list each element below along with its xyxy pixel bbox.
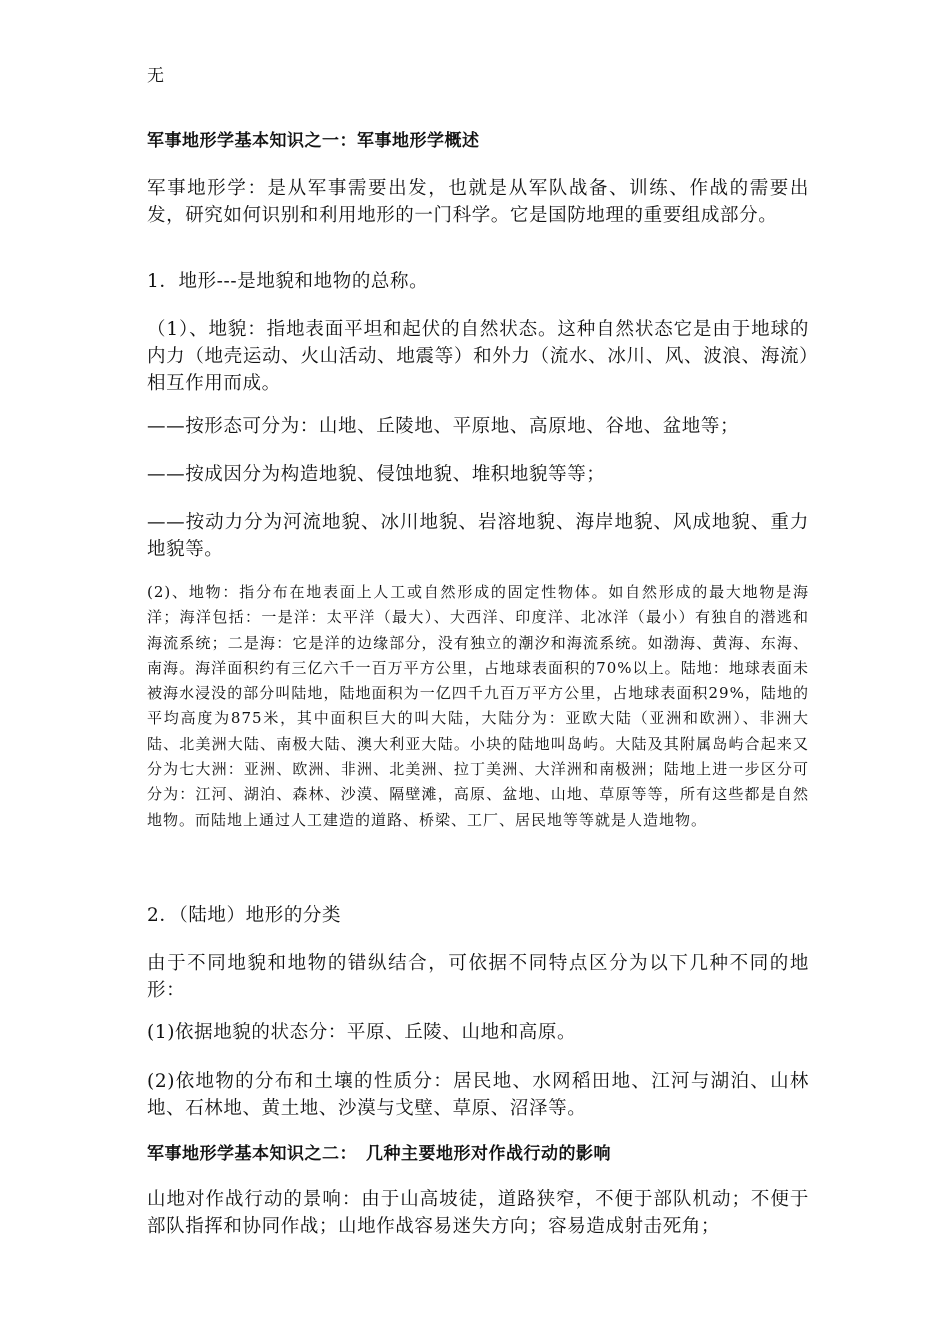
section-heading-2: 军事地形学基本知识之二： 几种主要地形对作战行动的影响 <box>147 1144 611 1164</box>
paragraph-classification-1: (1)依据地貌的状态分：平原、丘陵、山地和高原。 <box>147 1022 577 1043</box>
paragraph-classification-2: (2)依地物的分布和土壤的性质分：居民地、水网稻田地、江河与湖泊、山林地、石林地、黄土地、沙漠与戈壁、草原、沼泽等。 <box>147 1071 809 1119</box>
paragraph-landform-definition: （1）、地貌：指地表面平坦和起伏的自然状态。这种自然状态它是由于地球的内力（地壳运动、火山活动、地震等）和外力（流水、冰川、风、波浪、海流）相互作用而成。 <box>147 319 809 394</box>
paragraph-by-force: ——按动力分为河流地貌、冰川地貌、岩溶地貌、海岸地貌、风成地貌、重力地貌等。 <box>147 512 809 560</box>
item-2-title: 2．（陆地）地形的分类 <box>147 905 342 926</box>
paragraph-by-shape: ——按形态可分为：山地、丘陵地、平原地、高原地、谷地、盆地等； <box>147 416 740 437</box>
paragraph-mountain-effects: 山地对作战行动的景响：由于山高坡徒，道路狭窄，不便于部队机动；不便于部队指挥和协同作战；山地作战容易迷失方向；容易造成射击死角； <box>147 1189 809 1237</box>
paragraph-by-cause: ——按成因分为构造地貌、侵蚀地貌、堆积地貌等等； <box>147 464 606 485</box>
section-heading-1: 军事地形学基本知识之一：军事地形学概述 <box>147 131 480 151</box>
paragraph-features-definition: (2)、地物：指分布在地表面上人工或自然形成的固定性物体。如自然形成的最大地物是海洋；海洋包括：一是洋：太平洋（最大）、大西洋、印度洋、北冰洋（最小）有独自的潜逃和海流系统；二是海：它是洋的边缘部分，没有独立的潮汐和海流系统。如渤海、黄海、东海、南海。海洋面积约有三亿六千一百万平方公里，占地球表面积的70%以上。陆地：地球表面未被海水浸没的部分叫陆地，陆地面积为一亿四千九百万平方公里，占地球表面积29%，陆地的平均高度为875米，其中面积巨大的叫大陆，大陆分为：亚欧大陆（亚洲和欧洲）、非洲大陆、北美洲大陆、南极大陆、澳大利亚大陆。小块的陆地叫岛屿。大陆及其附属岛屿合起来又分为七大洲：亚洲、欧洲、非洲、北美洲、拉丁美洲、大洋洲和南极洲；陆地上进一步区分可分为：江河、湖泊、森林、沙漠、隔壁滩，高原、盆地、山地、草原等等，所有这些都是自然地物。而陆地上通过人工建造的道路、桥梁、工厂、居民地等等就是人造地物。 <box>147 583 809 829</box>
paragraph-intro: 军事地形学：是从军事需要出发，也就是从军队战备、训练、作战的需要出发，研究如何识别和利用地形的一门科学。它是国防地理的重要组成部分。 <box>147 178 809 226</box>
item-1-title: 1．地形---是地貌和地物的总称。 <box>147 271 429 292</box>
page-header-label: 无 <box>147 66 164 86</box>
paragraph-item-2-intro: 由于不同地貌和地物的错纵结合，可依据不同特点区分为以下几种不同的地形： <box>147 953 809 1001</box>
